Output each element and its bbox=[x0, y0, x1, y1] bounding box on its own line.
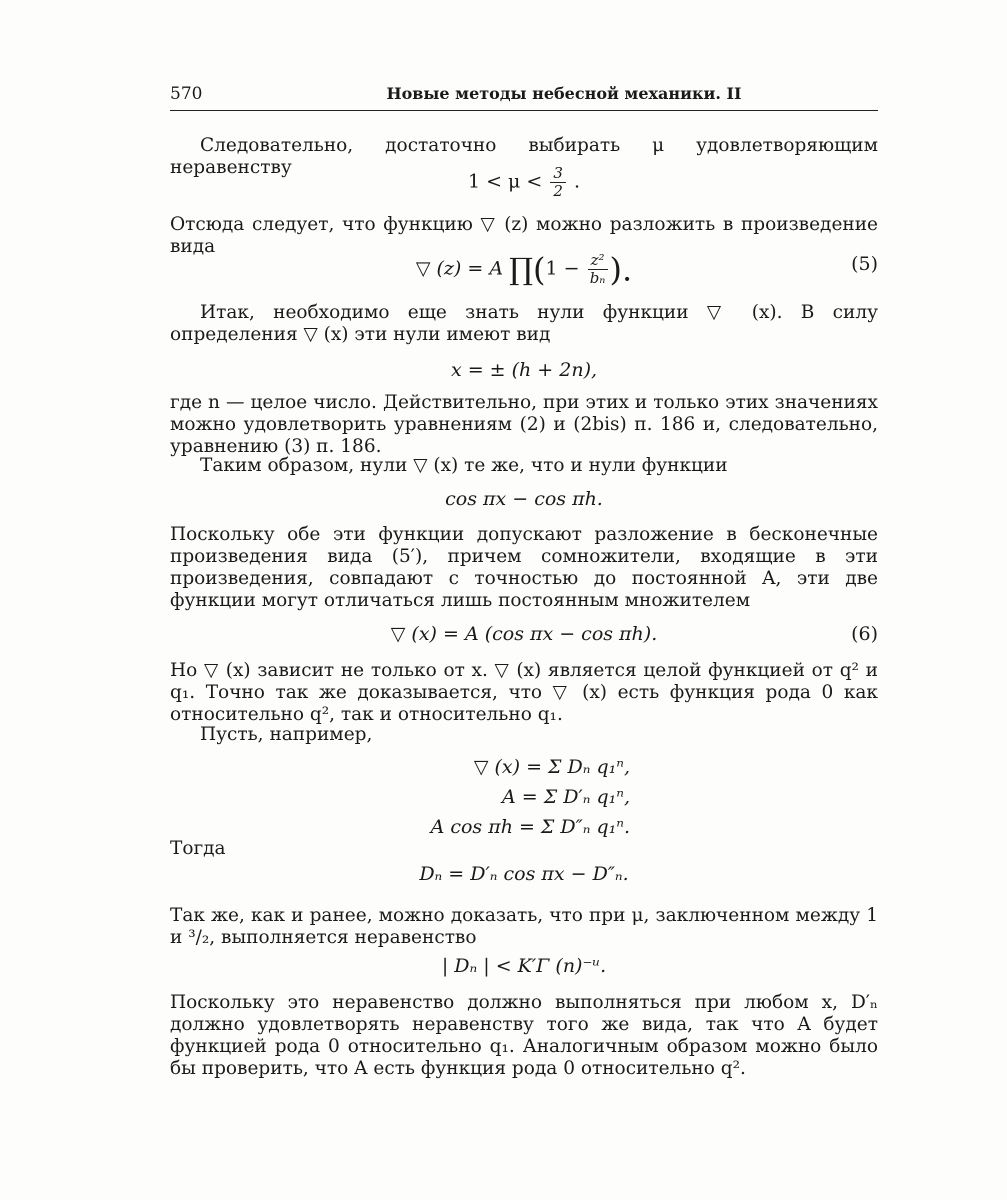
series-line-2: A = Σ D′ₙ q₁ⁿ, bbox=[502, 786, 630, 808]
paragraph-11: Поскольку это неравенство должно выполняться при любом x, D′ₙ должно удовлетворять неравенству того же вида, так что A будет функцией рода 0 относительно q₁. Аналогичным образом можно было бы проверить, что A есть функция рода 0 относительно q². bbox=[170, 992, 878, 1079]
paragraph-10: Так же, как и ранее, можно доказать, что при μ, заключенном между 1 и ³/₂, выполняется неравенство bbox=[170, 905, 878, 948]
running-title: Новые методы небесной механики. II bbox=[386, 84, 742, 103]
page-number: 570 bbox=[170, 84, 203, 104]
fraction-z2-bn bbox=[588, 252, 608, 287]
equation-5 bbox=[170, 252, 878, 287]
paragraph-5: Таким образом, нули ▽ (x) те же, что и нули функции bbox=[200, 455, 728, 476]
paragraph-9: Тогда bbox=[170, 838, 226, 859]
paragraph-4: где n — целое число. Действительно, при этих и только этих значениях можно удовлетворить уравнениям (2) и (2bis) п. 186 и, следовательно, уравнению (3) п. 186. bbox=[170, 392, 878, 457]
equation-series-block bbox=[390, 752, 630, 842]
equation-6 bbox=[170, 622, 878, 646]
series-line-3: A cos πh = Σ D″ₙ q₁ⁿ. bbox=[430, 816, 630, 838]
eq5-lhs: ▽ (z) = A bbox=[415, 257, 504, 280]
fraction-numerator: z² bbox=[588, 252, 608, 270]
product-symbol: ∏ bbox=[509, 252, 533, 288]
equation-inequality-D: | Dₙ | < K′Γ (n)⁻ᵘ. bbox=[441, 955, 607, 977]
fraction-three-halves bbox=[550, 165, 566, 200]
fraction-numerator: 3 bbox=[550, 165, 566, 183]
equation-D: Dₙ = D′ₙ cos πx − D″ₙ. bbox=[419, 863, 629, 885]
eq1-left: 1 < μ < bbox=[467, 170, 543, 193]
paragraph-3: Итак, необходимо еще знать нули функции ▽ (x). В силу определения ▽ (x) эти нули имеют вид bbox=[170, 302, 878, 345]
paragraph-8: Пусть, например, bbox=[200, 724, 373, 745]
close-paren: ). bbox=[609, 250, 633, 289]
eq1-tail: . bbox=[574, 170, 581, 193]
equation-zeros: x = ± (h + 2n), bbox=[450, 359, 598, 381]
equation-cos: cos πx − cos πh. bbox=[445, 488, 603, 510]
fraction-denominator: bₙ bbox=[589, 269, 606, 287]
paragraph-2: Отсюда следует, что функцию ▽ (z) можно разложить в произведение вида bbox=[170, 214, 878, 257]
series-line-1: ▽ (x) = Σ Dₙ q₁ⁿ, bbox=[473, 756, 630, 778]
eq5-one: 1 − bbox=[545, 257, 580, 280]
fraction-denominator: 2 bbox=[553, 182, 563, 200]
equation-inequality-mu bbox=[170, 165, 878, 200]
eq6-text: ▽ (x) = A (cos πx − cos πh). bbox=[390, 623, 658, 645]
paragraph-1: Следовательно, достаточно выбирать μ удовлетворяющим неравенству bbox=[170, 135, 878, 178]
open-paren: ( bbox=[532, 250, 546, 289]
page-header bbox=[170, 84, 878, 111]
equation-number-6: (6) bbox=[851, 623, 878, 645]
equation-number-5: (5) bbox=[851, 253, 878, 275]
paragraph-6: Поскольку обе эти функции допускают разложение в бесконечные произведения вида (5′), причем сомножители, входящие в эти произведения, совпадают с точностью до постоянной A, эти две функции могут отличаться лишь постоянным множителем bbox=[170, 524, 878, 611]
paragraph-7: Но ▽ (x) зависит не только от x. ▽ (x) является целой функцией от q² и q₁. Точно так же доказывается, что ▽ (x) есть функция рода 0 как относительно q², так и относительно q₁. bbox=[170, 660, 878, 725]
